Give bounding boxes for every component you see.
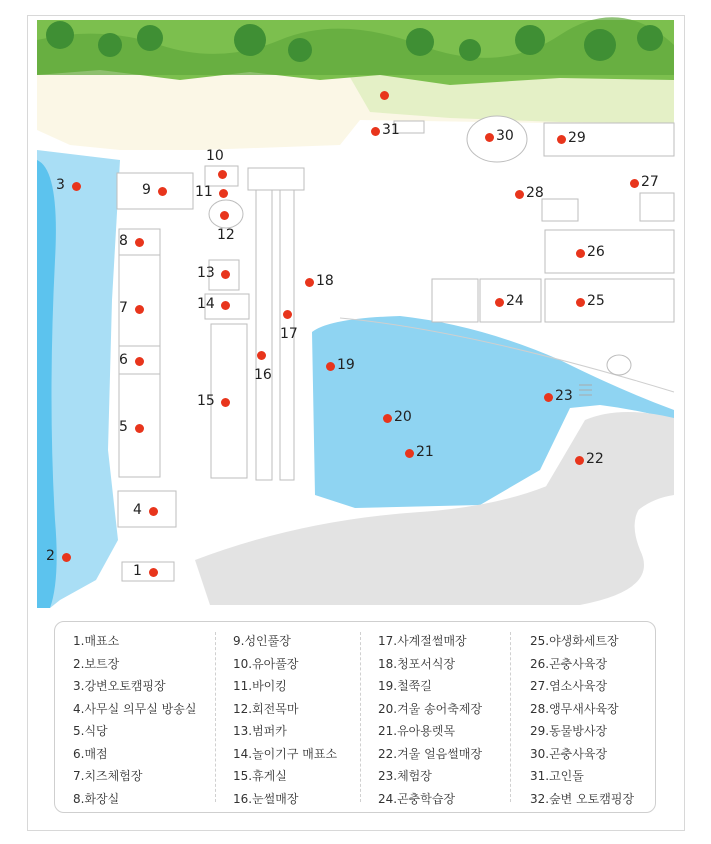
- marker-dot[interactable]: [515, 190, 524, 199]
- marker-label: 16: [254, 367, 272, 383]
- marker-dot[interactable]: [380, 91, 389, 100]
- marker-label: 11: [195, 184, 213, 200]
- marker-label: 28: [526, 185, 544, 201]
- legend-col-3: [378, 630, 528, 810]
- marker-dot[interactable]: [630, 179, 639, 188]
- legend-item: 29.동물방사장: [530, 724, 608, 738]
- legend-item: 3.강변오토캠핑장: [73, 679, 166, 693]
- legend-item: 30.곤충사육장: [530, 746, 608, 761]
- marker-label: 5: [119, 419, 128, 435]
- marker-label: 15: [197, 393, 215, 409]
- marker-label: 22: [586, 451, 604, 467]
- legend-col-4: [530, 630, 680, 810]
- legend-divider: [510, 632, 511, 802]
- marker-dot[interactable]: [371, 127, 380, 136]
- marker-label: 14: [197, 296, 215, 312]
- legend-divider: [360, 632, 361, 802]
- marker-dot[interactable]: [219, 189, 228, 198]
- legend-item: 22.겨울 얼음썰매장: [378, 746, 483, 761]
- legend-item: 16.눈썰매장: [233, 791, 299, 806]
- marker-dot[interactable]: [575, 456, 584, 465]
- marker-label: 20: [394, 409, 412, 425]
- marker-dot[interactable]: [135, 424, 144, 433]
- marker-label: 18: [316, 273, 334, 289]
- marker-dot[interactable]: [557, 135, 566, 144]
- legend-item: 31.고인돌: [530, 769, 584, 783]
- legend-divider: [215, 632, 216, 802]
- legend-item: 2.보트장: [73, 656, 120, 671]
- legend-item: 17.사계절썰매장: [378, 634, 467, 648]
- marker-dot[interactable]: [72, 182, 81, 191]
- marker-label: 10: [206, 148, 224, 164]
- marker-dot[interactable]: [495, 298, 504, 307]
- marker-dot[interactable]: [62, 553, 71, 562]
- marker-label: 9: [142, 182, 151, 198]
- marker-dot[interactable]: [218, 170, 227, 179]
- legend-item: 27.염소사육장: [530, 679, 608, 693]
- marker-dot[interactable]: [405, 449, 414, 458]
- marker-label: 2: [46, 548, 55, 564]
- marker-dot[interactable]: [149, 507, 158, 516]
- legend-item: 14.놀이기구 매표소: [233, 746, 338, 761]
- marker-label: 7: [119, 300, 128, 316]
- marker-label: 21: [416, 444, 434, 460]
- legend-item: 18.청포서식장: [378, 656, 456, 671]
- legend-item: 21.유아용렛목: [378, 724, 456, 738]
- marker-label: 17: [280, 326, 298, 342]
- marker-label: 29: [568, 130, 586, 146]
- legend-item: 13.범퍼카: [233, 724, 287, 738]
- legend-item: 25.야생화세트장: [530, 634, 619, 648]
- marker-label: 23: [555, 388, 573, 404]
- marker-dot[interactable]: [576, 298, 585, 307]
- legend-item: 28.앵무새사육장: [530, 701, 619, 716]
- marker-label: 26: [587, 244, 605, 260]
- marker-label: 13: [197, 265, 215, 281]
- marker-label: 4: [133, 502, 142, 518]
- legend-item: 11.바이킹: [233, 679, 287, 693]
- marker-dot[interactable]: [149, 568, 158, 577]
- legend-item: 4.사무실 의무실 방송실: [73, 701, 197, 716]
- legend-item: 12.회전목마: [233, 701, 299, 716]
- marker-label: 6: [119, 352, 128, 368]
- legend-item: 8.화장실: [73, 791, 120, 806]
- legend-item: 10.유아풀장: [233, 656, 299, 671]
- legend-item: 9.성인풀장: [233, 634, 291, 648]
- legend-item: 23.체험장: [378, 769, 432, 783]
- marker-dot[interactable]: [305, 278, 314, 287]
- legend-item: 20.겨울 송어축제장: [378, 701, 483, 716]
- marker-label: 24: [506, 293, 524, 309]
- marker-label: 19: [337, 357, 355, 373]
- marker-dot[interactable]: [576, 249, 585, 258]
- marker-dot[interactable]: [485, 133, 494, 142]
- marker-label: 31: [382, 122, 400, 138]
- legend-item: 15.휴게실: [233, 769, 287, 783]
- marker-dot[interactable]: [283, 310, 292, 319]
- legend-item: 24.곤충학습장: [378, 791, 456, 806]
- marker-dot[interactable]: [326, 362, 335, 371]
- marker-dot[interactable]: [383, 414, 392, 423]
- marker-dot[interactable]: [257, 351, 266, 360]
- legend-item: 32.숲변 오토캠핑장: [530, 791, 635, 806]
- marker-dot[interactable]: [135, 305, 144, 314]
- marker-label: 25: [587, 293, 605, 309]
- marker-dot[interactable]: [221, 398, 230, 407]
- marker-label: 12: [217, 227, 235, 243]
- marker-label: 27: [641, 174, 659, 190]
- legend-item: 26.곤충사육장: [530, 656, 608, 671]
- marker-dot[interactable]: [135, 357, 144, 366]
- legend-item: 19.철쭉길: [378, 679, 432, 693]
- legend-item: 7.치즈체험장: [73, 769, 143, 783]
- marker-dot[interactable]: [158, 187, 167, 196]
- marker-label: 3: [56, 177, 65, 193]
- legend-box: [54, 621, 656, 813]
- marker-label: 1: [133, 563, 142, 579]
- marker-dot[interactable]: [135, 238, 144, 247]
- legend-item: 5.식당: [73, 724, 108, 738]
- legend-item: 1.매표소: [73, 634, 120, 648]
- legend-col-1: [73, 630, 223, 810]
- marker-dot[interactable]: [221, 270, 230, 279]
- marker-dot[interactable]: [220, 211, 229, 220]
- marker-label: 30: [496, 128, 514, 144]
- marker-label: 8: [119, 233, 128, 249]
- marker-dot[interactable]: [544, 393, 553, 402]
- marker-dot[interactable]: [221, 301, 230, 310]
- legend-item: 6.매점: [73, 746, 108, 761]
